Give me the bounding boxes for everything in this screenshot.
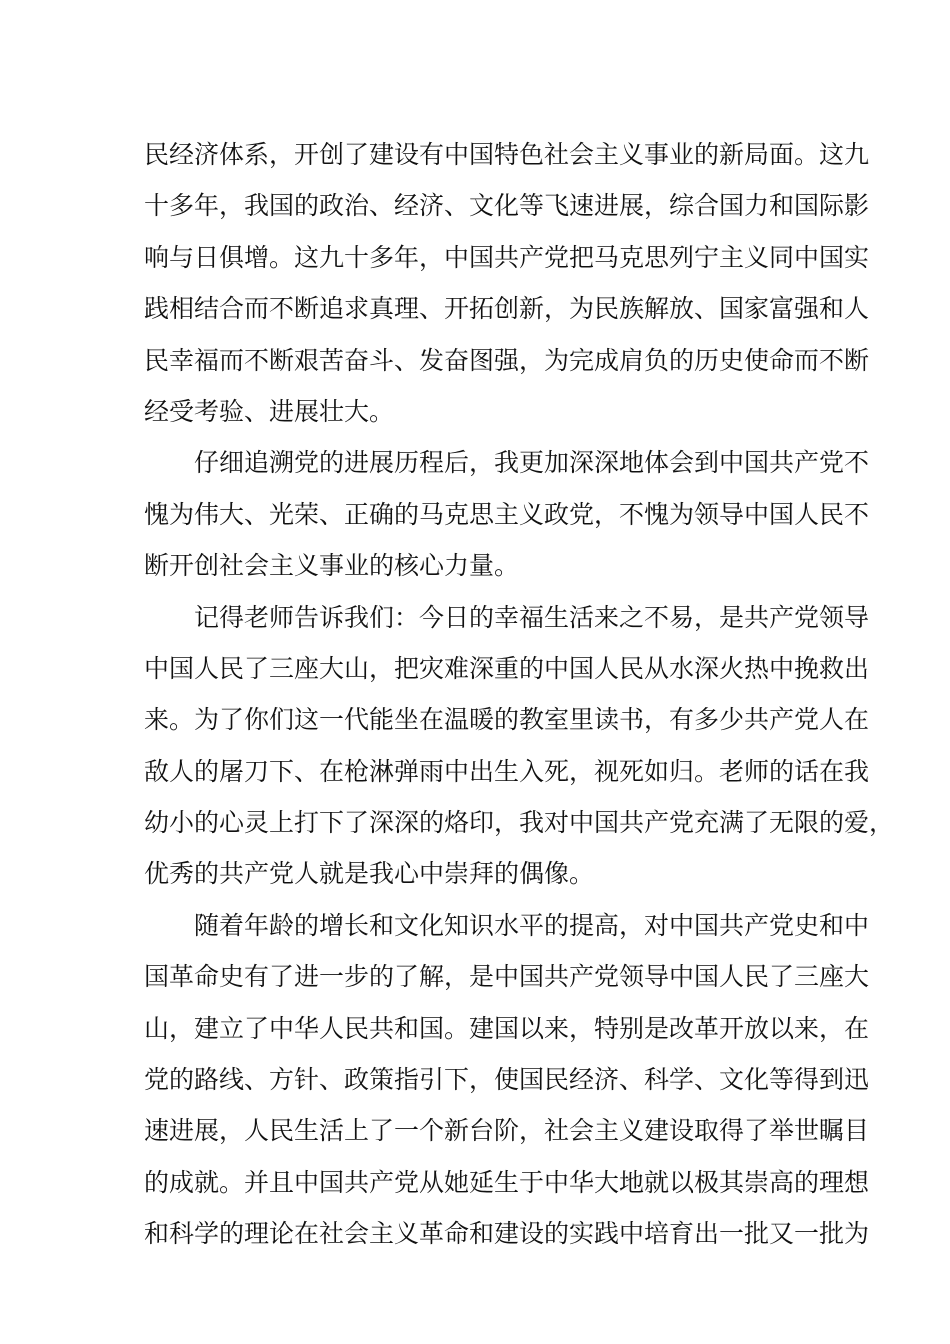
text-line: 愧为伟大、光荣、正确的马克思主义政党，不愧为领导中国人民不 [144,499,870,529]
paragraph-first-line: 仔细追溯党的进展历程后，我更加深深地体会到中国共产党不 [194,448,870,478]
text-line: 速进展，人民生活上了一个新台阶，社会主义建设取得了举世瞩目 [144,1116,870,1146]
paragraph-first-line: 记得老师告诉我们：今日的幸福生活来之不易，是共产党领导 [194,602,870,632]
body-text [144,129,895,1260]
text-line: 敌人的屠刀下、在枪淋弹雨中出生入死，视死如归。老师的话在我 [144,756,870,786]
text-line: 优秀的共产党人就是我心中崇拜的偶像。 [144,859,595,889]
text-line: 十多年，我国的政治、经济、文化等飞速进展，综合国力和国际影 [144,191,870,221]
text-line: 党的路线、方针、政策指引下，使国民经济、科学、文化等得到迅 [144,1065,870,1095]
text-line: 的成就。并且中国共产党从她延生于中华大地就以极其崇高的理想 [144,1167,870,1197]
text-line: 国革命史有了进一步的了解，是中国共产党领导中国人民了三座大 [144,962,870,992]
text-line: 响与日俱增。这九十多年，中国共产党把马克思列宁主义同中国实 [144,242,870,272]
text-line: 民幸福而不断艰苦奋斗、发奋图强，为完成肩负的历史使命而不断 [144,345,870,375]
paragraph-first-line: 随着年龄的增长和文化知识水平的提高，对中国共产党史和中 [194,910,870,940]
text-line: 断开创社会主义事业的核心力量。 [144,551,520,581]
text-line: 践相结合而不断追求真理、开拓创新，为民族解放、国家富强和人 [144,294,870,324]
text-line: 民经济体系，开创了建设有中国特色社会主义事业的新局面。这九 [144,140,870,169]
text-line: 来。为了你们这一代能坐在温暖的教室里读书，有多少共产党人在 [144,705,870,735]
text-line: 和科学的理论在社会主义革命和建设的实践中培育出一批又一批为 [144,1219,870,1249]
text-line: 幼小的心灵上打下了深深的烙印，我对中国共产党充满了无限的爱， [144,808,895,838]
text-line: 中国人民了三座大山，把灾难深重的中国人民从水深火热中挽救出 [144,653,870,683]
text-line: 山，建立了中华人民共和国。建国以来，特别是改革开放以来，在 [144,1013,870,1043]
text-line: 经受考验、进展壮大。 [144,396,395,426]
